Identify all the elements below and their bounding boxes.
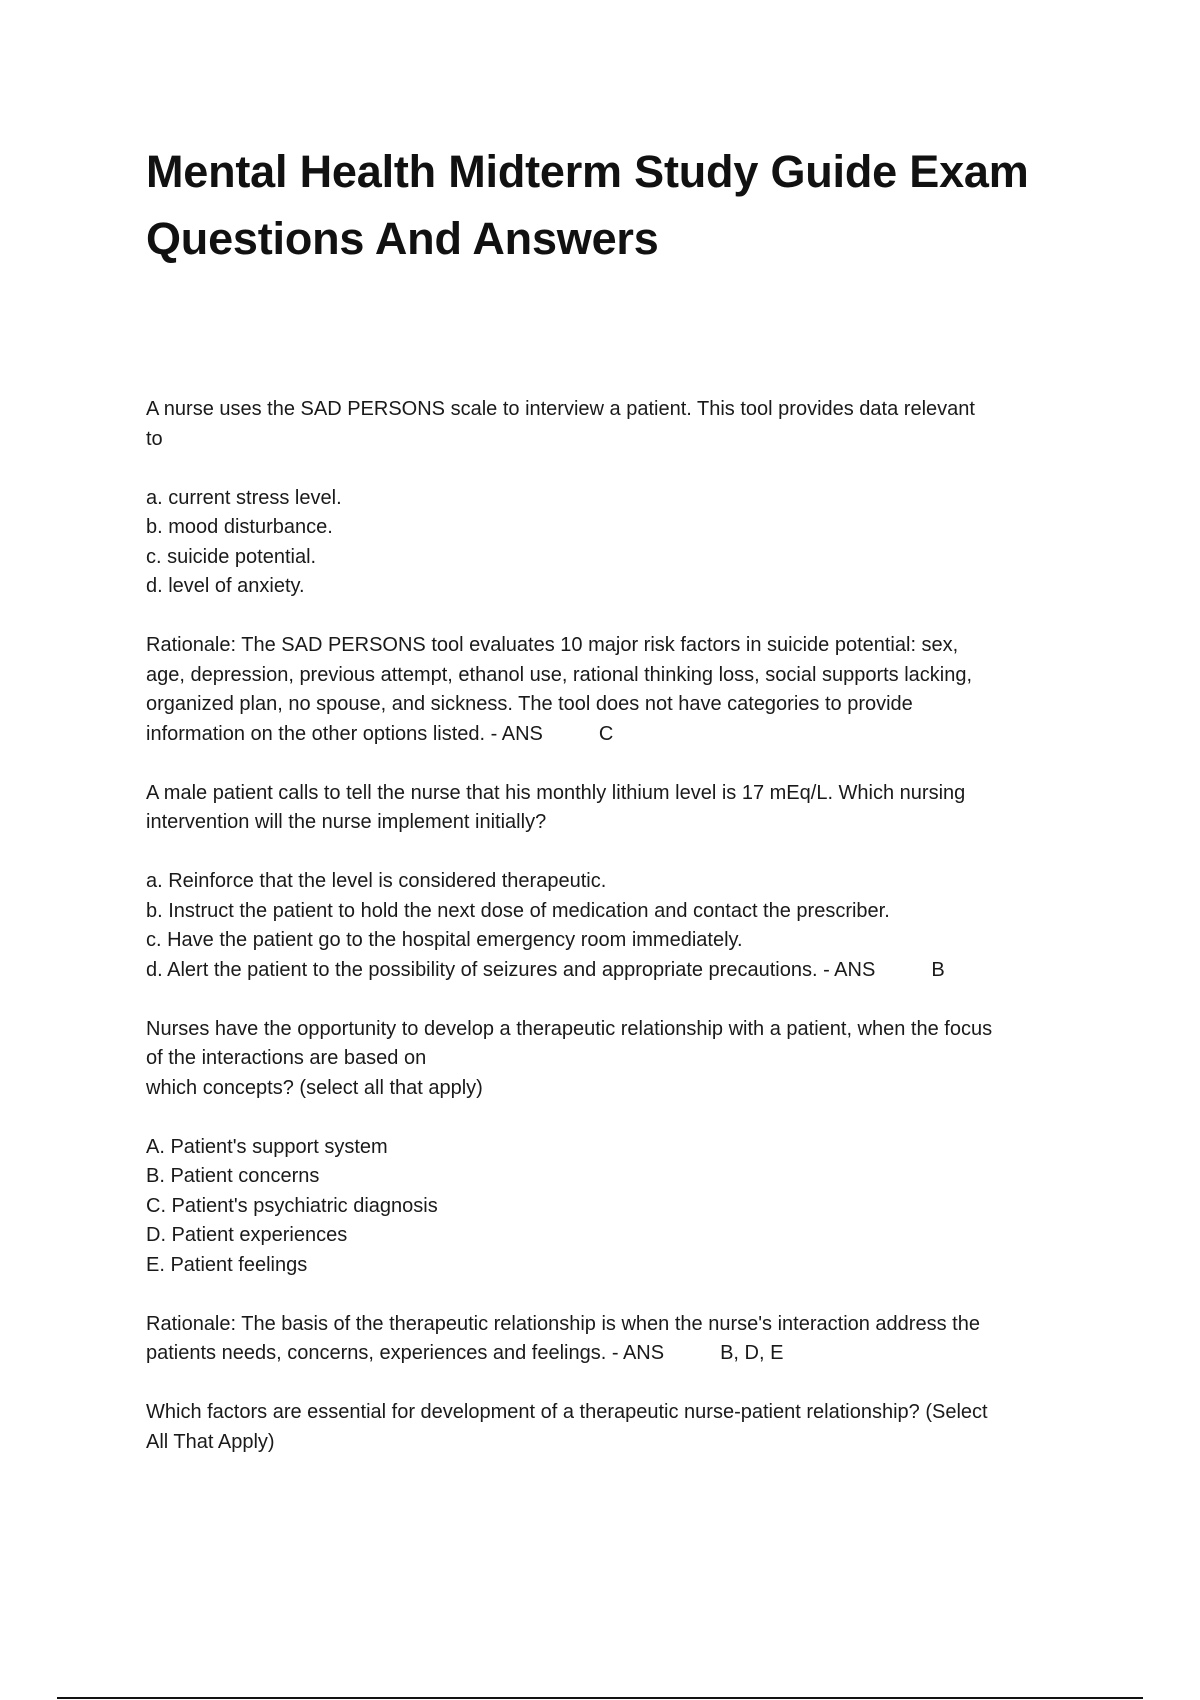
- option-c: c. Have the patient go to the hospital emergency room immediately.: [146, 929, 743, 951]
- text-line: age, depression, previous attempt, ethanol use, rational thinking loss, social supports lacking,: [146, 663, 973, 686]
- question-1-options: [146, 484, 1091, 602]
- answer-prefix: information on the other options listed. - ANS: [146, 722, 543, 745]
- question-1-rationale: [146, 631, 1091, 749]
- question-1-text: [146, 395, 1091, 454]
- text-line: to: [146, 427, 163, 450]
- answer-value: B, D, E: [720, 1342, 784, 1364]
- option-c: C. Patient's psychiatric diagnosis: [146, 1194, 438, 1217]
- option-b: b. Instruct the patient to hold the next dose of medication and contact the prescriber.: [146, 899, 890, 922]
- text-line: A male patient calls to tell the nurse that his monthly lithium level is 17 mEq/L. Which nursing: [146, 781, 966, 804]
- document-body: [146, 395, 1091, 1487]
- answer-line: [146, 956, 1091, 986]
- option-b: b. mood disturbance.: [146, 516, 333, 538]
- question-2-options: [146, 867, 1091, 985]
- title-line: Questions And Answers: [146, 213, 659, 264]
- title-line: Mental Health Midterm Study Guide Exam: [146, 146, 1029, 197]
- option-a: a. current stress level.: [146, 486, 342, 509]
- answer-prefix: patients needs, concerns, experiences and feelings. - ANS: [146, 1342, 665, 1364]
- option-a: A. Patient's support system: [146, 1135, 388, 1158]
- answer-line: [146, 720, 1091, 750]
- option-d: d. level of anxiety.: [146, 575, 305, 597]
- option-e: E. Patient feelings: [146, 1253, 308, 1276]
- text-line: All That Apply): [146, 1430, 275, 1453]
- text-line: of the interactions are based on: [146, 1047, 427, 1069]
- option-c: c. suicide potential.: [146, 545, 317, 568]
- option-d: D. Patient experiences: [146, 1224, 348, 1246]
- option-a: a. Reinforce that the level is considered therapeutic.: [146, 870, 607, 892]
- text-line: Rationale: The SAD PERSONS tool evaluates 10 major risk factors in suicide potential: sex,: [146, 634, 959, 656]
- question-3-options: [146, 1133, 1091, 1281]
- text-line: Rationale: The basis of the therapeutic relationship is when the nurse's interaction address the: [146, 1312, 980, 1335]
- page-bottom-rule: [57, 1697, 1143, 1699]
- text-line: Which factors are essential for development of a therapeutic nurse-patient relationship? (Select: [146, 1401, 988, 1423]
- answer-value: C: [598, 722, 614, 745]
- page-title: [146, 138, 1106, 272]
- option-b: B. Patient concerns: [146, 1165, 320, 1187]
- text-line: intervention will the nurse implement initially?: [146, 811, 547, 833]
- answer-value: B: [931, 958, 945, 981]
- question-3-rationale: [146, 1310, 1091, 1369]
- text-line: which concepts? (select all that apply): [146, 1076, 483, 1099]
- text-line: Nurses have the opportunity to develop a therapeutic relationship with a patient, when the focus: [146, 1017, 993, 1040]
- answer-line: [146, 1339, 1091, 1369]
- option-d: d. Alert the patient to the possibility of seizures and appropriate precautions. - ANS: [146, 958, 876, 981]
- question-4-text: [146, 1398, 1091, 1457]
- text-line: organized plan, no spouse, and sickness. The tool does not have categories to provide: [146, 693, 913, 715]
- text-line: A nurse uses the SAD PERSONS scale to interview a patient. This tool provides data relevant: [146, 398, 975, 420]
- question-3-text: [146, 1015, 1091, 1104]
- question-2-text: [146, 779, 1091, 838]
